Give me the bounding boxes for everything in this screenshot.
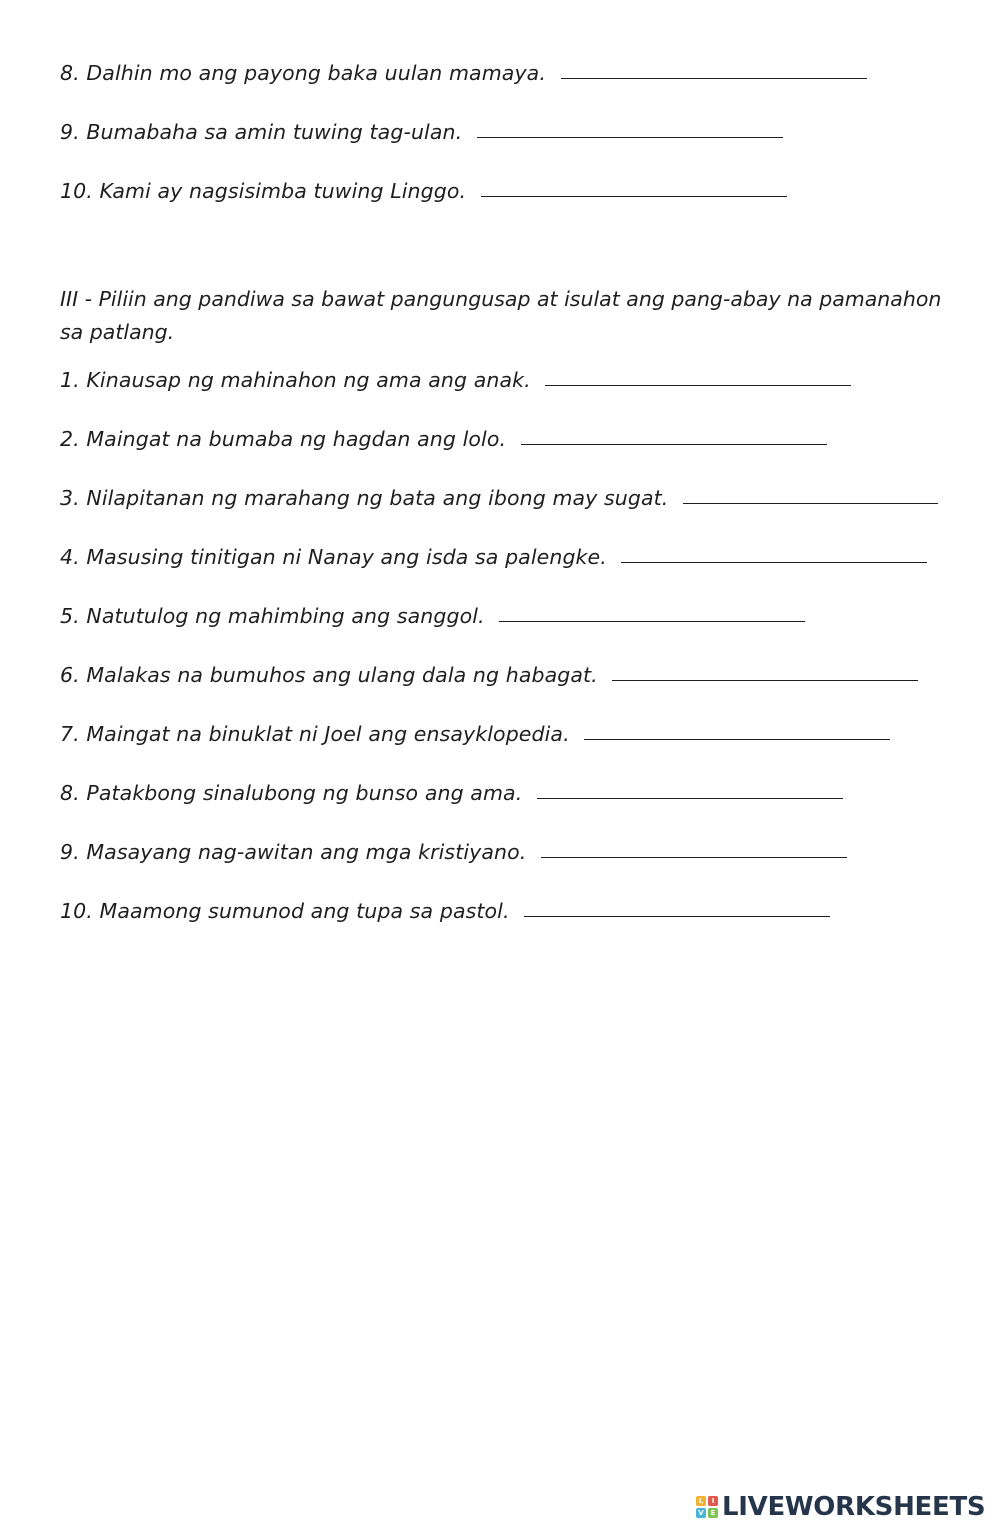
answer-blank[interactable] bbox=[545, 367, 851, 386]
question-text: Masayang nag-awitan ang mga kristiyano. bbox=[86, 840, 527, 864]
question-number: 10. bbox=[60, 179, 93, 203]
question-text: Maamong sumunod ang tupa sa pastol. bbox=[99, 899, 510, 923]
logo-mark-icon bbox=[696, 1496, 718, 1518]
answer-blank[interactable] bbox=[537, 780, 843, 799]
answer-blank[interactable] bbox=[481, 178, 787, 197]
answer-blank[interactable] bbox=[499, 603, 805, 622]
section-instruction bbox=[60, 283, 950, 349]
question-row bbox=[60, 119, 783, 145]
question-text: Kinausap ng mahinahon ng ama ang anak. bbox=[86, 368, 531, 392]
logo-block: I bbox=[708, 1496, 718, 1506]
question-row bbox=[60, 178, 787, 204]
question-number: 7. bbox=[60, 722, 80, 746]
question-number: 4. bbox=[60, 545, 80, 569]
instruction-line-2: sa patlang. bbox=[60, 320, 175, 344]
answer-blank[interactable] bbox=[621, 544, 927, 563]
question-row bbox=[60, 780, 843, 806]
question-number: 9. bbox=[60, 120, 80, 144]
answer-blank[interactable] bbox=[561, 60, 867, 79]
answer-blank[interactable] bbox=[477, 119, 783, 138]
question-row bbox=[60, 60, 867, 86]
answer-blank[interactable] bbox=[521, 426, 827, 445]
question-text: Patakbong sinalubong ng bunso ang ama. bbox=[86, 781, 523, 805]
question-text: Maingat na binuklat ni Joel ang ensayklopedia. bbox=[86, 722, 570, 746]
question-number: 5. bbox=[60, 604, 80, 628]
logo-block: L bbox=[696, 1496, 706, 1506]
question-row bbox=[60, 426, 827, 452]
question-text: Kami ay nagsisimba tuwing Linggo. bbox=[99, 179, 467, 203]
question-number: 8. bbox=[60, 781, 80, 805]
question-text: Masusing tinitigan ni Nanay ang isda sa palengke. bbox=[86, 545, 607, 569]
question-row bbox=[60, 721, 890, 747]
question-row bbox=[60, 662, 918, 688]
question-number: 2. bbox=[60, 427, 80, 451]
logo-block: V bbox=[696, 1508, 706, 1518]
question-number: 9. bbox=[60, 840, 80, 864]
question-row bbox=[60, 367, 851, 393]
question-text: Dalhin mo ang payong baka uulan mamaya. bbox=[86, 61, 546, 85]
question-row bbox=[60, 603, 805, 629]
answer-blank[interactable] bbox=[683, 485, 938, 504]
question-number: 6. bbox=[60, 663, 80, 687]
question-row bbox=[60, 898, 830, 924]
answer-blank[interactable] bbox=[524, 898, 830, 917]
liveworksheets-logo bbox=[696, 1490, 985, 1524]
answer-blank[interactable] bbox=[541, 839, 847, 858]
question-row bbox=[60, 839, 847, 865]
question-number: 3. bbox=[60, 486, 80, 510]
question-text: Malakas na bumuhos ang ulang dala ng habagat. bbox=[86, 663, 598, 687]
question-number: 10. bbox=[60, 899, 93, 923]
logo-block: E bbox=[708, 1508, 718, 1518]
answer-blank[interactable] bbox=[584, 721, 890, 740]
question-number: 1. bbox=[60, 368, 80, 392]
question-text: Bumabaha sa amin tuwing tag-ulan. bbox=[86, 120, 463, 144]
instruction-line-1: III - Piliin ang pandiwa sa bawat pangungusap at isulat ang pang-abay na pamanahon bbox=[60, 287, 942, 311]
question-number: 8. bbox=[60, 61, 80, 85]
question-row bbox=[60, 485, 938, 511]
question-row bbox=[60, 544, 927, 570]
logo-text: LIVEWORKSHEETS bbox=[722, 1492, 986, 1522]
question-text: Maingat na bumaba ng hagdan ang lolo. bbox=[86, 427, 507, 451]
question-text: Natutulog ng mahimbing ang sanggol. bbox=[86, 604, 485, 628]
question-text: Nilapitanan ng marahang ng bata ang ibong may sugat. bbox=[86, 486, 669, 510]
answer-blank[interactable] bbox=[612, 662, 918, 681]
